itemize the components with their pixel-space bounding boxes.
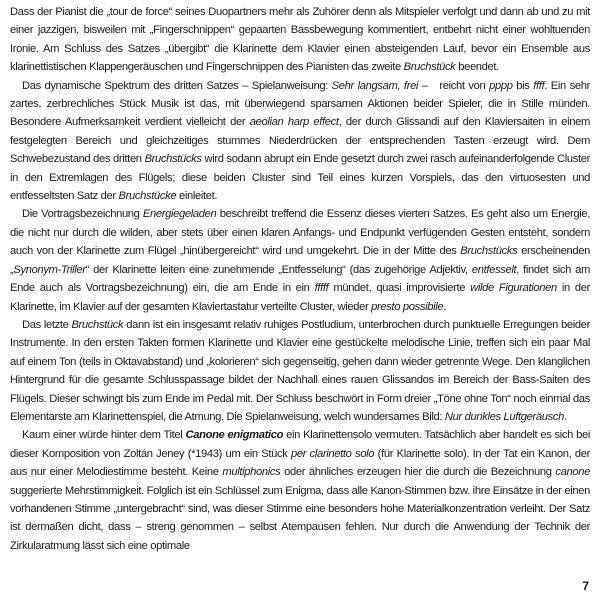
page-number: 7 <box>582 579 589 593</box>
text-run: Canone enigmatico <box>185 429 284 442</box>
text-run: suggerierte Mehrstimmigkeit. Folglich ist ein Schlüssel zum Enigma, dass alle Kanon-Stimmen bzw. ihre Einsätze in der einen vorhandenen Stimme „untergebracht“ sind, was dieser Stimme eine besonders hohe Materialkonzentration verleiht. Der Satz ist dermaßen dicht, dass – streng genommen – selbst Atempausen fehlen. Nur durch die Anwendung der Technik der Zirkularatmung lässt sich eine optimale <box>10 484 590 552</box>
text-run: “ der Klarinette leiten eine zunehmende „Entfesselung“ (das zugehörige Adjektiv, <box>85 263 472 276</box>
text-run: Das letzte <box>22 318 72 331</box>
text-run: Bruchstück <box>71 318 124 331</box>
text-run: canone <box>555 466 590 479</box>
text-run: Synonym-Triller <box>13 263 86 276</box>
text-run: wird sodann abrupt ein Ende gesetzt durch zwei rasch aufeinanderfolgende Cluster in den Extremlagen des Flügels; diese beiden Cluster sind Teil eines kurzen Vorspiels, das den virtuosesten und entfesseltsten Satz der <box>10 153 590 203</box>
text-run: , findet sich am Ende auch als Vortragsbezeichnung) ein, die am Ende in ein <box>10 263 590 295</box>
paragraph <box>10 3 590 77</box>
text-run: . <box>443 300 447 313</box>
paragraph <box>10 77 590 206</box>
text-run: per clarinetto solo <box>291 447 375 460</box>
body-text <box>10 3 590 555</box>
text-run: , der durch Glissandi auf den Klaviersaiten in einem festgelegten Bereich und gleichzeitiges stummes Niederdrücken der entsprechenden Tasten erzeugt wird. Dem Schwebezustand des dritten <box>10 116 590 166</box>
text-run: bis <box>512 79 534 92</box>
text-run: dann ist ein insgesamt relativ ruhiges Postludium, unterbrochen durch punktuelle Erregungen beider Instrumente. In den ersten Takten formen Klarinette und Klavier eine gestückelte melodische Linie, treffen sich ein paar Mal auf einem Ton (teils in Oktavabstand) und „kolorieren“ sich gegenseitig, gehen dann wieder getrennte Wege. Den klanglichen Hintergrund für die gesamte Schlusspassage bildet der Nachhall eines rauen Glissandos im Bereich der Bass-Saiten des Flügels. Dieser schwingt bis zum Ende im Pedal mit. Der Schluss beschwört in Form dreier „Töne ohne Ton“ noch einmal das Elementarste am Klarinettenspiel, die Atmung. Die Spielanweisung, welch wundersames Bild: <box>10 318 590 423</box>
text-run: presto possibile <box>371 300 444 313</box>
text-run: (für Klarinette solo). In der Tat ein Kanon, der aus nur einer Melodiestimme besteht. Keine <box>10 447 590 479</box>
text-run: Sehr langsam, frei <box>331 79 419 92</box>
text-run: multiphonics <box>222 466 281 479</box>
text-run: Nur dunkles Luftgeräusch <box>444 410 564 423</box>
text-run: Dass der Pianist die „tour de force“ seines Duopartners mehr als Zuhörer denn als Mitspieler verfolgt und dann ab und zu mit einer jazzigen, bisweilen mit „Fingerschnippen“ gepaarten Bassbewegung kommentiert, entbehrt nicht einer wohltuenden Ironie. Am Schluss des Satzes „übergibt“ die Klarinette dem Klavier einen absteigenden Lauf, bevor ein Ensemble aus klarinettistischen Klappengeräuschen und Fingerschnippen des Pianisten das zweite <box>10 6 590 74</box>
text-run: – <box>418 79 428 92</box>
paragraph <box>10 426 590 555</box>
text-run: Energiegeladen <box>142 208 217 221</box>
text-run: Bruchstücks <box>144 153 202 166</box>
text-run: ein Klarinettensolo vermuten. Tatsächlich aber handelt es sich bei dieser Komposition von Zoltán Jeney (*1943) um ein Stück <box>10 429 590 460</box>
text-run: beendet. <box>455 61 499 74</box>
text-run: Bruchstücks <box>460 245 518 258</box>
text-run: wilde Figurationen <box>470 282 557 295</box>
text-run: Bruchstücke <box>118 190 177 203</box>
text-run: aeolian harp effect <box>249 116 339 129</box>
text-run: . Ein sehr zartes, zerbrechliches Stück Musik ist das, mit überwiegend sparsamen Aktionen beider Spieler, die in Stille münden. Besondere Aufmerksamkeit verdient vielleicht der <box>10 79 590 129</box>
text-run: Kaum einer würde hinter dem Titel <box>22 429 186 442</box>
paragraph <box>10 205 590 315</box>
text-run: in der Klarinette, im Klavier auf der gesamten Klaviertastatur verteilte Cluster, wieder <box>10 282 590 313</box>
text-run: Das dynamische Spektrum des dritten Satzes – Spielanweisung: <box>22 79 332 92</box>
text-run: mündet, quasi improvisierte <box>328 282 471 295</box>
text-run: pppp <box>489 79 513 92</box>
text-run: einleitet. <box>176 190 218 203</box>
text-run: entfesselt <box>471 263 517 276</box>
paragraph <box>10 316 590 426</box>
text-run: Bruchstück <box>403 61 456 74</box>
text-run: erscheinenden „ <box>10 245 590 276</box>
text-run: oder ähnliches erzeugen hier die durch die Bezeichnung <box>280 466 556 479</box>
text-run: ffff <box>533 79 545 92</box>
text-run: fffff <box>314 282 329 295</box>
text-run: beschreibt treffend die Essenz dieses vierten Satzes. Es geht also um Energie, die nicht nur durch die wilden, aber stets über einen klaren Anfangs- und Endpunkt verfügenden Gesten entsteht, sondern auch von der Klarinette zum Flügel „hinübergereicht“ wird und umgekehrt. Die in der Mitte des <box>10 208 590 258</box>
text-run: reicht von <box>439 79 490 92</box>
text-run: . <box>563 410 567 423</box>
text-run: Die Vortragsbezeichnung <box>22 208 143 221</box>
